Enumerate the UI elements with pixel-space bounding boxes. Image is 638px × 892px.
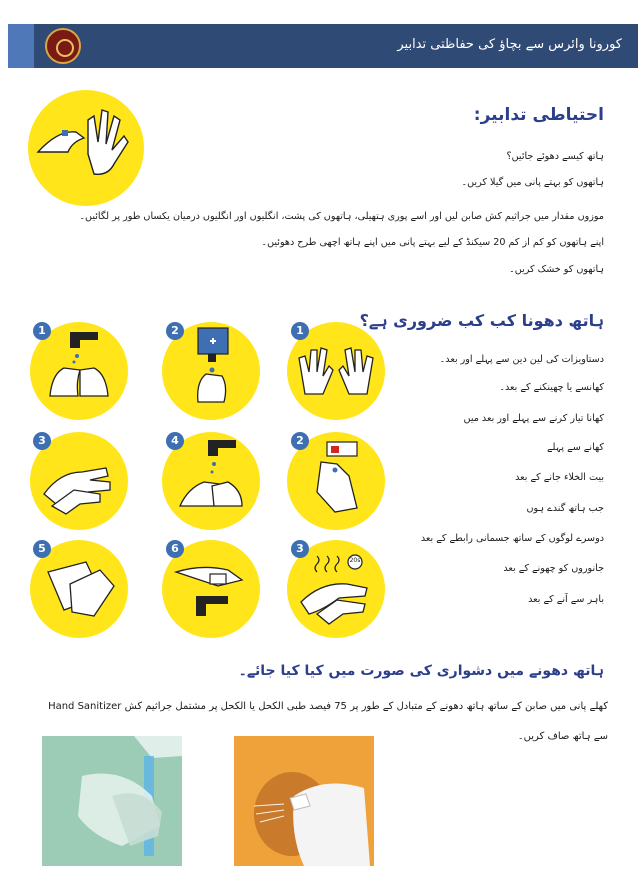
step-badge: 5 — [33, 540, 51, 558]
page-title: کورونا وائرس سے بچاؤ کی حفاظتی تدابیر — [397, 37, 622, 52]
step-badge: 3 — [291, 540, 309, 558]
emblem-logo — [45, 28, 81, 64]
list-item: باہر سے آنے کے بعد — [528, 594, 604, 605]
list-item: کھانے سے پہلے — [546, 442, 604, 453]
handwash-illustration — [28, 90, 144, 206]
section1-line: موزوں مقدار میں جراثیم کش صابن لیں اور اسے پوری ہتھیلی، ہاتھوں کی پشت، انگلیوں اور انگلیوں درمیان یکساں طور پر لگائیں۔ — [79, 211, 604, 222]
list-item: دوسرے لوگوں کے ساتھ جسمانی رابطے کے بعد — [420, 533, 604, 544]
section1-line: ہاتھ کیسے دھوئے جائیں؟ — [506, 151, 604, 162]
timer-label: 20s — [349, 557, 361, 564]
section3-heading: ہاتھ دھونے میں دشواری کی صورت میں کیا کیا جائے۔ — [238, 663, 604, 679]
step-badge: 2 — [166, 322, 184, 340]
step-badge: 6 — [166, 540, 184, 558]
step-badge: 3 — [33, 432, 51, 450]
step-badge: 1 — [33, 322, 51, 340]
step-badge: 1 — [291, 322, 309, 340]
header-stripe — [8, 24, 34, 68]
list-item: جب ہاتھ گندے ہوں — [526, 503, 604, 514]
list-item: کھانسے یا چھینکنے کے بعد۔ — [499, 382, 604, 393]
step-badge: 2 — [291, 432, 309, 450]
section1-heading: احتیاطی تدابیر: — [473, 105, 604, 125]
section1-line: ہاتھوں کو خشک کریں۔ — [509, 264, 604, 275]
list-item: دستاویزات کی لین دین سے پہلے اور بعد۔ — [439, 354, 604, 365]
section2-heading: ہاتھ دھونا کب کب ضروری ہے؟ — [359, 311, 604, 330]
list-item: کھانا تیار کرنے سے پہلے اور بعد میں — [463, 413, 604, 424]
sanitizer-spray-photo — [234, 736, 374, 866]
section1-line: اپنے ہاتھوں کو کم از کم 20 سیکنڈ کے لیے بہتے پانی میں اپنے ہاتھ اچھی طرح دھوئیں۔ — [261, 237, 604, 248]
water-hands-photo — [42, 736, 182, 866]
step-badge: 4 — [166, 432, 184, 450]
list-item: جانوروں کو چھونے کے بعد — [503, 563, 604, 574]
list-item: بیت الخلاء جانے کے بعد — [515, 472, 604, 483]
section3-paragraph: کھلے پانی میں صابن کے ساتھ ہاتھ دھونے کے متبادل کے طور پر 75 فیصد طبی الکحل یا الکحل پر مشتمل جراثیم کش Hand Sanitizer سے ہاتھ صاف کریں۔ — [48, 701, 608, 742]
section1-line: ہاتھوں کو بہتے پانی میں گیلا کریں۔ — [461, 177, 604, 188]
